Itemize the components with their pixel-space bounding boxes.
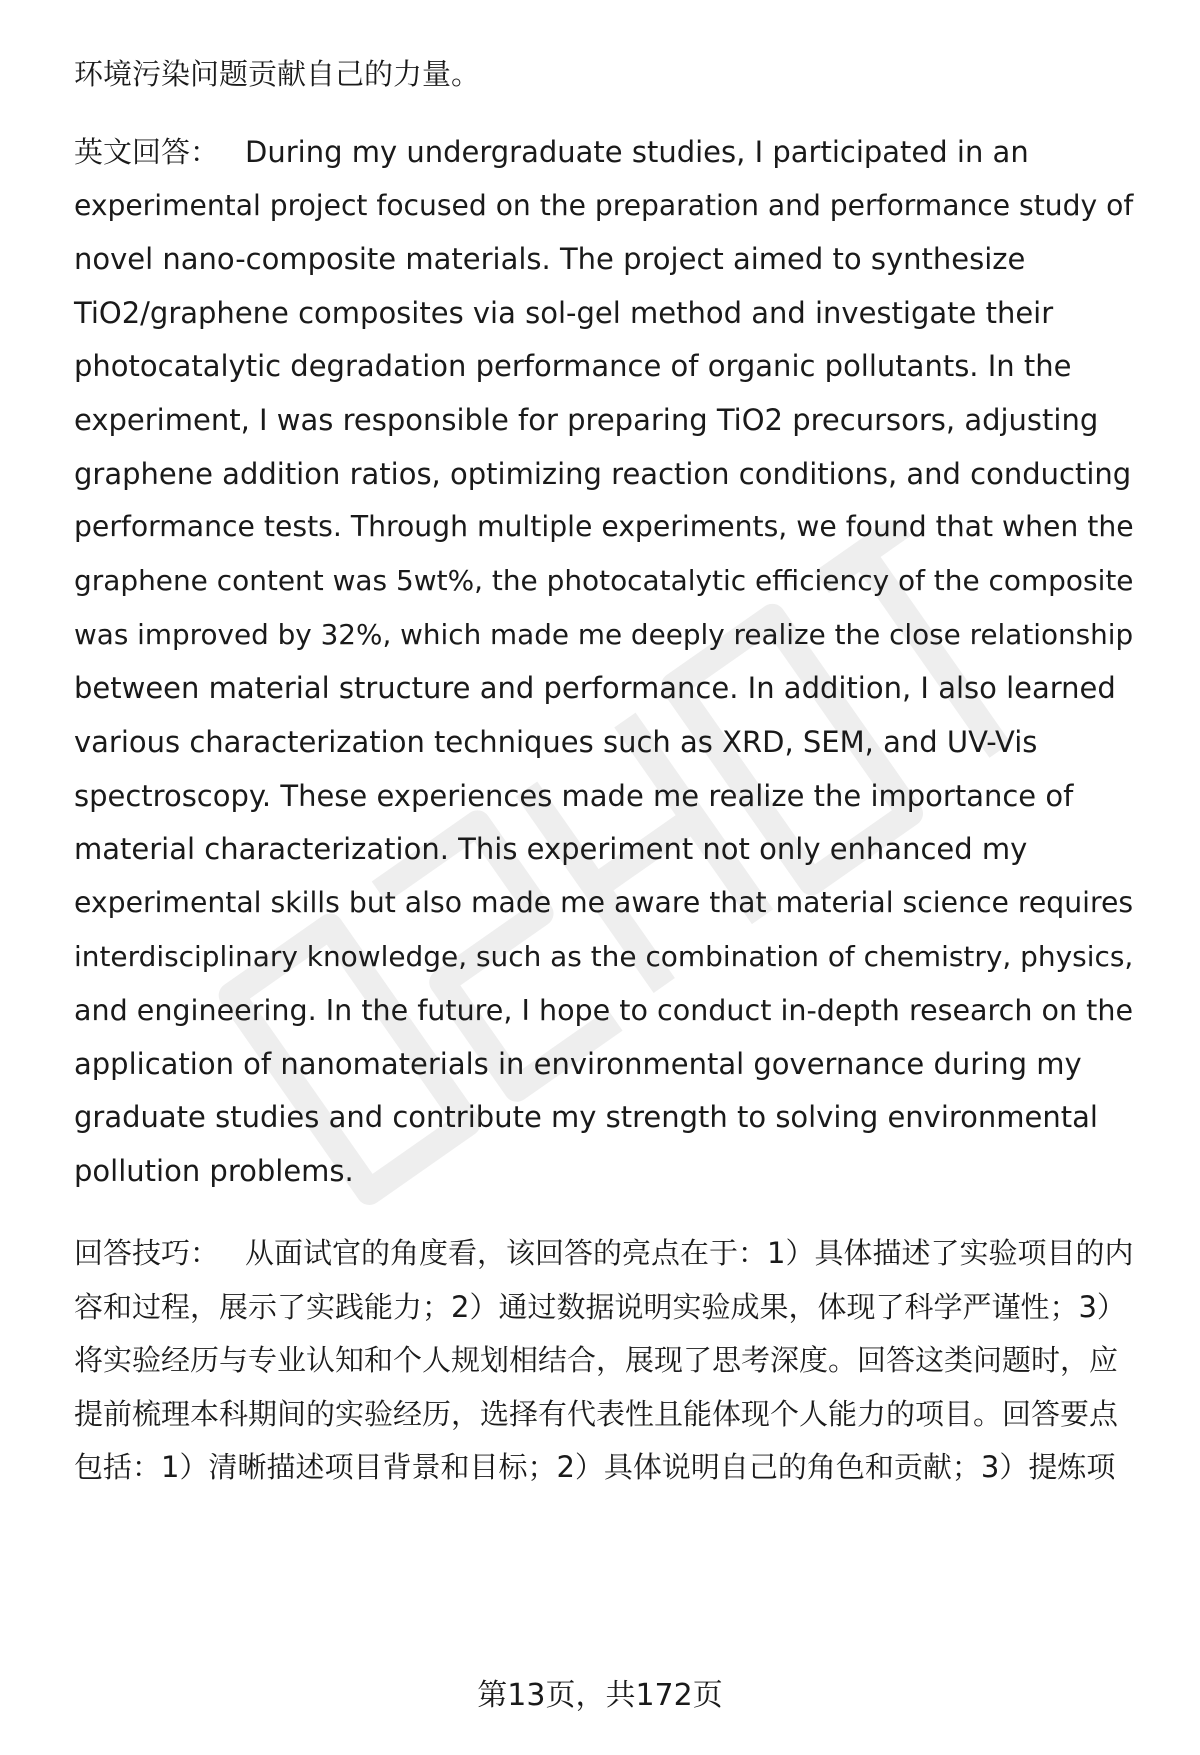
answer-tips-text: 从面试官的角度看，该回答的亮点在于：1）具体描述了实验项目的内 (245, 1236, 1134, 1270)
answer-tips-first-line (74, 1233, 1133, 1273)
answer-tips-line: 容和过程，展示了实践能力；2）通过数据说明实验成果，体现了科学严谨性；3） (74, 1290, 1126, 1324)
answer-tips-line: 将实验经历与专业认知和个人规划相结合，展现了思考深度。回答这类问题时，应 (74, 1343, 1119, 1377)
english-answer-line: various characterization techniques such as XRD, SEM, and UV-Vis (74, 725, 1038, 759)
english-answer-line: application of nanomaterials in environmental governance during my (74, 1047, 1082, 1081)
english-answer-line: interdisciplinary knowledge, such as the combination of chemistry, physics, (74, 940, 1134, 973)
english-answer-line: experiment, I was responsible for preparing TiO2 precursors, adjusting (74, 403, 1099, 437)
english-answer-line: graduate studies and contribute my strength to solving environmental (74, 1100, 1098, 1134)
answer-tips-label: 回答技巧： (74, 1236, 220, 1270)
answer-tips-line: 提前梳理本科期间的实验经历，选择有代表性且能体现个人能力的项目。回答要点 (74, 1397, 1119, 1431)
english-answer-label: 英文回答： (74, 135, 220, 169)
english-answer-line: was improved by 32%, which made me deeply realize the close relationship (74, 618, 1134, 651)
english-answer-line: experimental skills but also made me aware that material science requires (74, 886, 1134, 919)
english-answer-line: photocatalytic degradation performance of organic pollutants. In the (74, 349, 1072, 383)
english-answer-text: During my undergraduate studies, I participated in an (245, 135, 1029, 169)
english-answer-line: TiO2/graphene composites via sol-gel method and investigate their (74, 296, 1054, 330)
answer-tips-line: 包括：1）清晰描述项目背景和目标；2）具体说明自己的角色和贡献；3）提炼项 (74, 1450, 1116, 1484)
english-answer-first-line (74, 132, 1029, 172)
page-number: 第13页，共172页 (477, 1678, 723, 1713)
english-answer-line: experimental project focused on the preparation and performance study of (74, 189, 1134, 222)
english-answer-line: material characterization. This experiment not only enhanced my (74, 832, 1028, 866)
english-answer-line: pollution problems. (74, 1154, 354, 1188)
english-answer-line: graphene content was 5wt%, the photocatalytic efficiency of the composite (74, 564, 1134, 597)
english-answer-line: graphene addition ratios, optimizing reaction conditions, and conducting (74, 457, 1132, 491)
english-answer-line: between material structure and performance. In addition, I also learned (74, 671, 1116, 705)
english-answer-line: performance tests. Through multiple experiments, we found that when the (74, 510, 1134, 543)
intro-text-line: 环境污染问题贡献自己的力量。 (74, 57, 481, 91)
english-answer-line: novel nano-composite materials. The project aimed to synthesize (74, 242, 1026, 276)
english-answer-line: spectroscopy. These experiences made me realize the importance of (74, 779, 1074, 813)
english-answer-line: and engineering. In the future, I hope to conduct in-depth research on the (74, 993, 1134, 1027)
